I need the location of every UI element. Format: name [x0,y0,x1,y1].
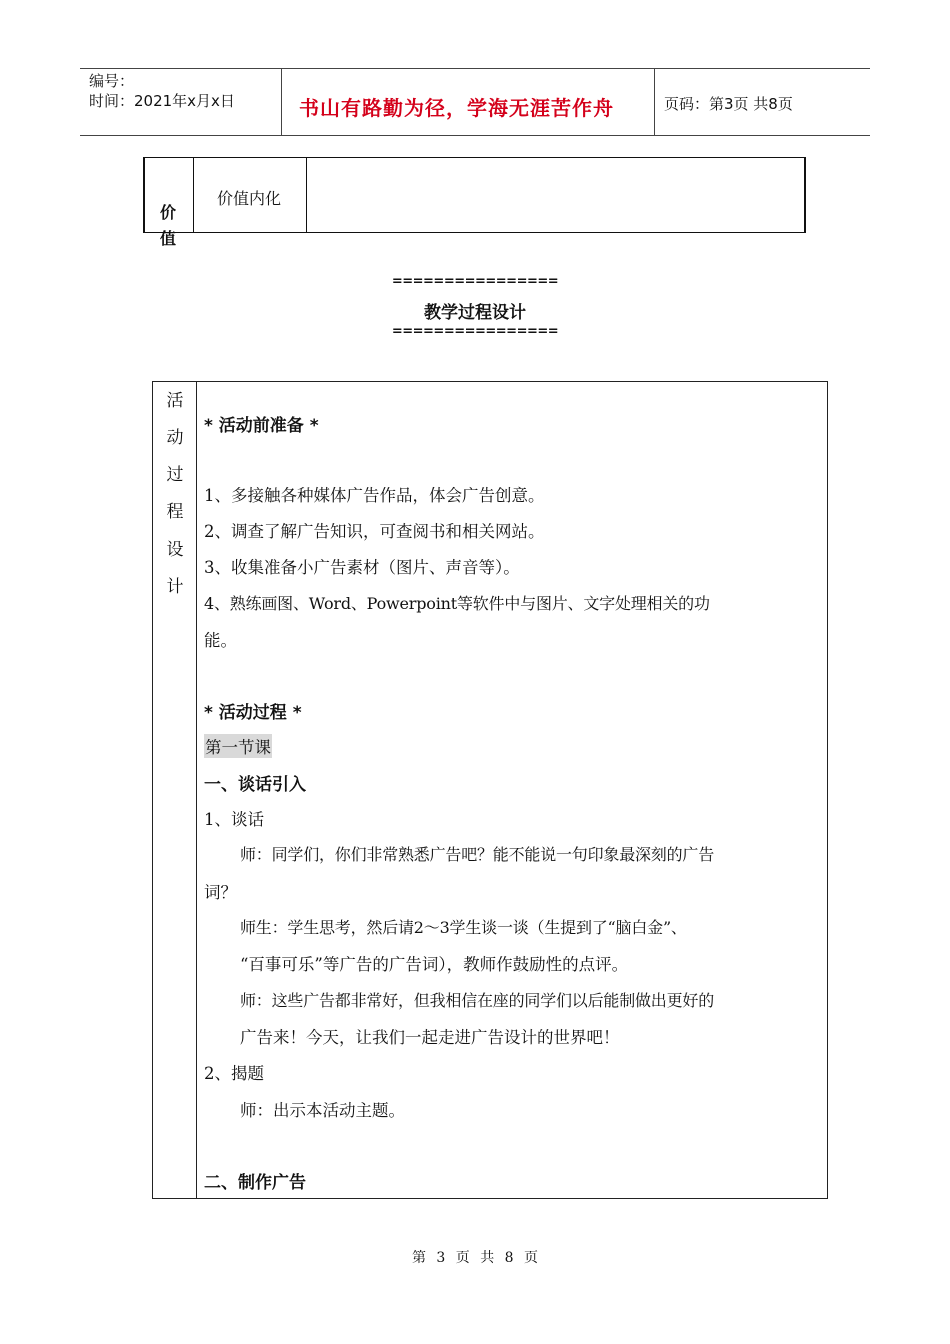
side-label-char: 程 [166,502,184,522]
doc-time-label: 时间：2021年x月x日 [89,92,235,110]
part1-heading: 一、谈话引入 [204,775,306,795]
prep-item: 3、收集准备小广告素材（图片、声音等）。 [204,558,520,577]
process-heading: * 活动过程 * [204,703,302,723]
prep-heading: * 活动前准备 * [204,416,319,436]
side-label-char: 活 [166,391,184,411]
side-label-char: 计 [166,577,184,597]
side-label-char: 动 [166,428,184,448]
title-rule-bottom: ================ [391,324,559,339]
header-top-rule [80,68,870,69]
prep-item: 4、熟练画图、Word、Powerpoint等软件中与图片、文字处理相关的功 [204,594,710,613]
header-divider [281,68,282,136]
dialogue-line: “百事可乐”等广告的广告词），教师作鼓励性的点评。 [240,955,629,974]
step1-label: 1、谈话 [204,810,264,829]
prep-item: 能。 [204,631,237,650]
value-internalize-label: 价值内化 [217,189,282,208]
dialogue-line: 师：这些广告都非常好，但我相信在座的同学们以后能制做出更好的 [240,991,715,1010]
value-table-divider [306,158,307,232]
step2-label: 2、揭题 [204,1064,264,1083]
prep-item: 1、多接触各种媒体广告作品，体会广告创意。 [204,486,545,505]
dialogue-line: 广告来！今天，让我们一起走进广告设计的世界吧！ [240,1028,620,1047]
title-rule-top: ================ [391,274,559,289]
value-side-label: 价 [160,203,177,222]
page-footer: 第 3 页 共 8 页 [411,1250,539,1266]
doc-number-label: 编号： [89,72,135,90]
prep-item: 2、调查了解广告知识，可查阅书和相关网站。 [204,522,545,541]
dialogue-line: 师生：学生思考，然后请2～3学生谈一谈（生提到了“脑白金”、 [240,918,687,937]
lesson-label: 第一节课 [204,734,272,758]
side-label-char: 过 [166,465,184,485]
dialogue-line: 师：出示本活动主题。 [240,1101,405,1120]
header-bottom-rule [80,135,870,136]
activity-table-divider [196,381,197,1199]
header-divider [654,68,655,136]
value-table-divider [193,158,194,232]
part2-heading: 二、制作广告 [204,1173,306,1193]
header-page-info: 页码：第3页 共8页 [664,95,793,113]
side-label-char: 设 [166,540,184,560]
dialogue-line: 师：同学们，你们非常熟悉广告吧？能不能说一句印象最深刻的广告 [240,845,715,864]
value-side-label: 值 [160,229,177,248]
header-motto: 书山有路勤为径，学海无涯苦作舟 [299,96,614,120]
section-title: 教学过程设计 [424,303,526,323]
dialogue-line: 词？ [204,883,237,902]
